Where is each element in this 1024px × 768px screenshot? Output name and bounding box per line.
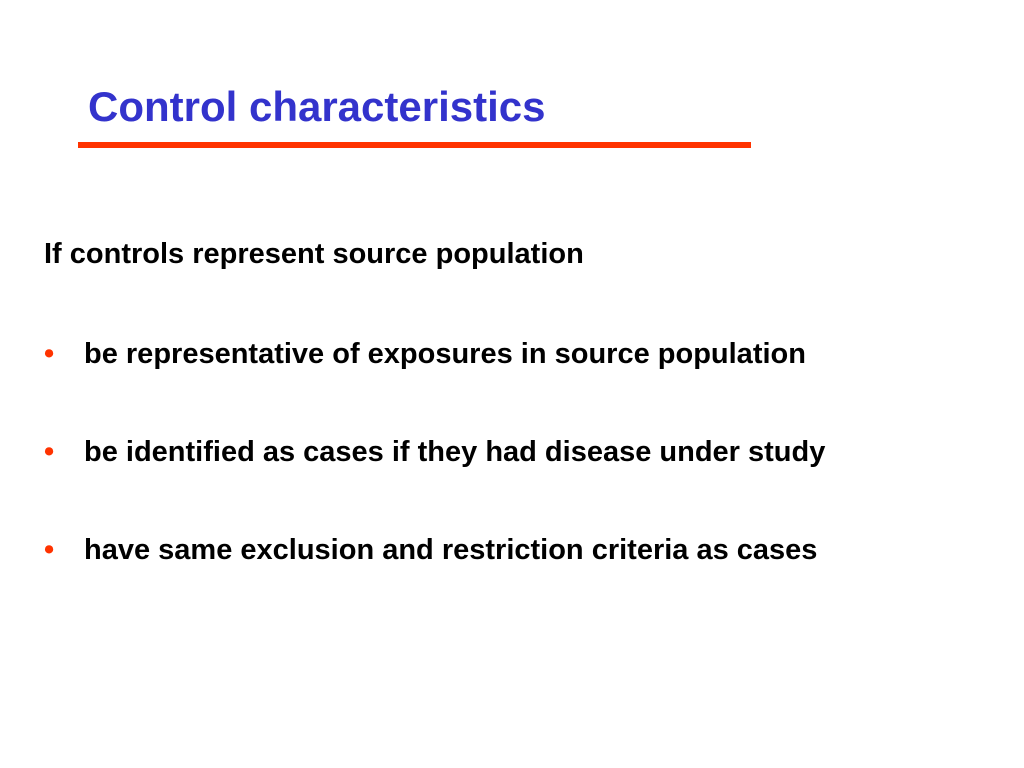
bullet-text: be identified as cases if they had disease under study: [84, 436, 826, 468]
slide-title: Control characteristics: [88, 83, 546, 130]
bullet-dot-icon: •: [44, 338, 55, 370]
bullet-dot-icon: •: [44, 436, 55, 468]
intro-text: If controls represent source population: [44, 238, 584, 270]
title-underline: [78, 142, 751, 148]
bullet-dot-icon: •: [44, 534, 55, 566]
bullet-text: be representative of exposures in source population: [84, 338, 806, 370]
bullet-text: have same exclusion and restriction criteria as cases: [84, 534, 818, 566]
